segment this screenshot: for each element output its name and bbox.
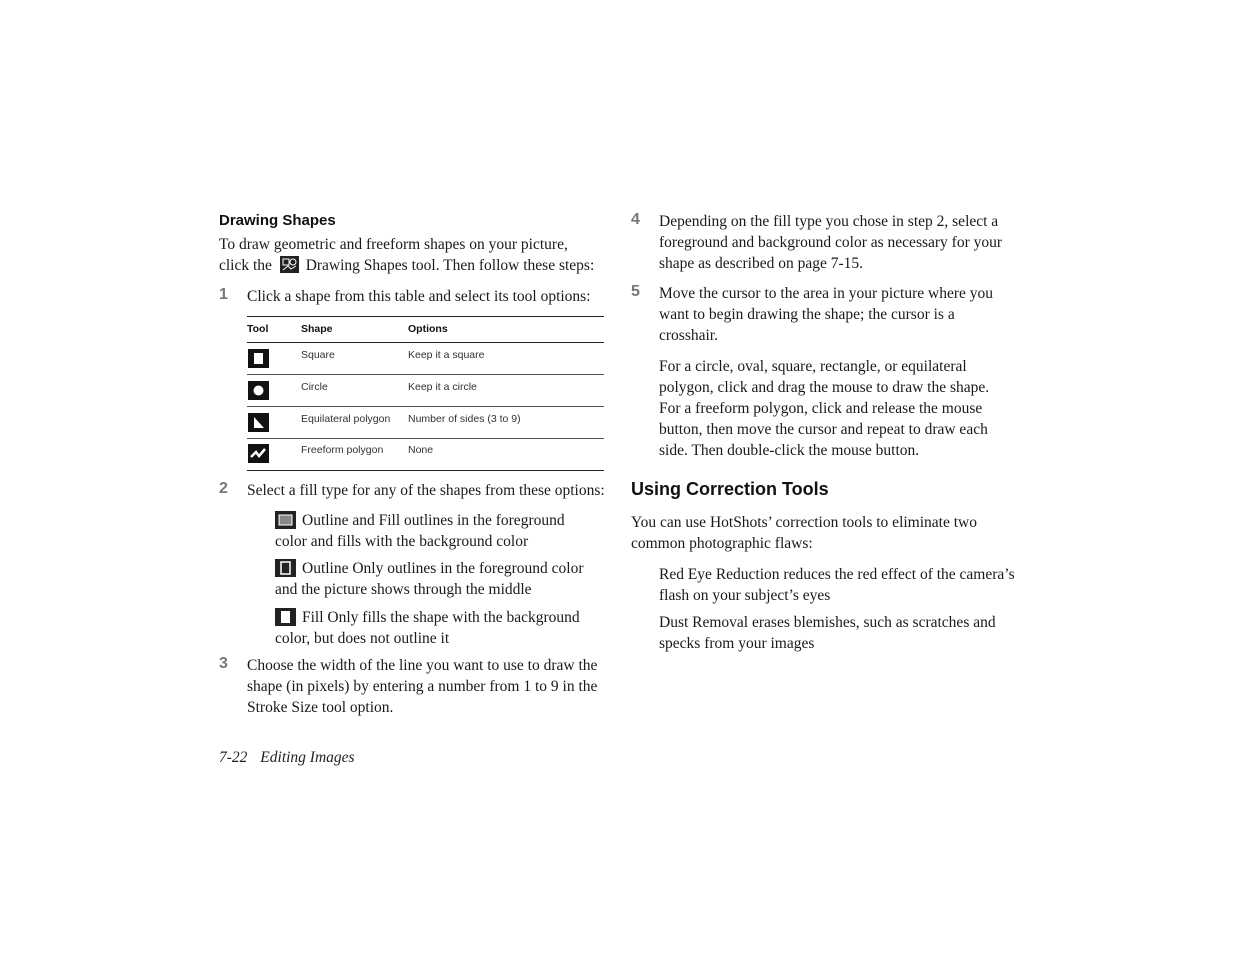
fill-option-fill-only [275,607,615,649]
outline-and-fill-icon [275,511,296,529]
step-4-text [659,211,1029,274]
table-cell-shape: Square [301,349,335,361]
table-cell-options: Number of sides (3 to 9) [408,413,521,425]
table-cell-shape: Circle [301,381,328,393]
table-cell-shape: Freeform polygon [301,444,384,456]
paragraph-line: specks from your images [659,635,815,652]
paragraph-line: Dust Removal erases blemishes, such as scratches and [659,614,996,631]
fill-option-outline-and-fill [275,510,615,552]
paragraph-line: side. Then double-click the mouse button. [659,442,920,459]
square-tool-icon [248,349,269,368]
step-1-text: Click a shape from this table and select its tool options: [247,288,591,305]
table-cell-options: Keep it a square [408,349,485,361]
outline-only-icon [275,559,296,577]
freeform-tool-icon [248,444,269,463]
table-row-rule [247,438,604,439]
fill-option-line: color, but does not outline it [275,630,450,647]
fill-option-line: color and fills with the background color [275,533,529,550]
table-top-rule [247,316,604,317]
fill-option-line [275,607,615,628]
step-5-number: 5 [631,283,640,300]
page-number: 7-22 [219,749,248,766]
step-2-number: 2 [219,480,228,497]
step-3-line: shape (in pixels) by entering a number from 1 to 9 in the [247,678,598,695]
paragraph-line: flash on your subject’s eyes [659,587,831,604]
fill-option-line [275,510,615,531]
correction-item-dust-removal [659,612,1039,654]
table-header-shape: Shape [301,323,333,335]
intro-paragraph [219,234,609,276]
fill-option-line [275,558,615,579]
table-header-tool: Tool [247,323,269,335]
intro-line-2-start: click the [219,257,272,274]
correction-item-red-eye [659,564,1039,606]
footer-section-title: Editing Images [260,749,355,766]
table-header-options: Options [408,323,448,335]
intro-line-2 [219,255,609,276]
section-heading-drawing-shapes: Drawing Shapes [219,212,336,229]
table-bottom-rule [247,470,604,471]
step-2-text: Select a fill type for any of the shapes from these options: [247,482,605,499]
fill-option-outline-only [275,558,615,600]
fill-only-icon [275,608,296,626]
step-4-line: Depending on the fill type you chose in step 2, select a [659,213,999,230]
paragraph-line: polygon, click and drag the mouse to draw the shape. [659,379,990,396]
table-cell-options: None [408,444,434,456]
page-footer [219,749,355,767]
paragraph-line: For a freeform polygon, click and release the mouse [659,400,983,417]
step-5-line: want to begin drawing the shape; the cursor is a [659,306,955,323]
step-4-line: shape as described on page 7-15. [659,255,864,272]
circle-tool-icon [248,381,269,400]
step-3-line: Choose the width of the line you want to use to draw the [247,657,598,674]
polygon-tool-icon [248,413,269,432]
step-4-line: foreground and background color as necessary for your [659,234,1003,251]
paragraph-line: button, then move the cursor and repeat to draw each [659,421,988,438]
paragraph-line: You can use HotShots’ correction tools to eliminate two [631,514,977,531]
step-5-line: Move the cursor to the area in your picture where you [659,285,993,302]
intro-line-2-end: Drawing Shapes tool. Then follow these steps: [305,257,595,274]
paragraph-line: Red Eye Reduction reduces the red effect of the camera’s [659,566,1015,583]
paragraph-line: common photographic flaws: [631,535,813,552]
fill-option-line: and the picture shows through the middle [275,581,532,598]
drawing-shapes-tool-icon [280,256,299,273]
correction-intro-paragraph [631,512,1031,554]
fill-option-label: Fill Only fills the shape with the background [302,609,580,626]
step-3-line: Stroke Size tool option. [247,699,394,716]
step-1-number: 1 [219,286,228,303]
fill-option-label: Outline and Fill outlines in the foreground [302,512,565,529]
shapes-table [247,316,604,472]
table-cell-shape: Equilateral polygon [301,413,391,425]
step-3-number: 3 [219,655,228,672]
intro-line-1: To draw geometric and freeform shapes on your picture, [219,236,568,253]
step-4-number: 4 [631,211,640,228]
section-heading-correction-tools: Using Correction Tools [631,479,829,499]
drawing-instructions-paragraph [659,356,1029,461]
step-5-text [659,283,1029,346]
table-cell-options: Keep it a circle [408,381,477,393]
fill-option-label: Outline Only outlines in the foreground color [302,560,584,577]
table-row-rule [247,374,604,375]
paragraph-line: For a circle, oval, square, rectangle, or equilateral [659,358,967,375]
table-row-rule [247,406,604,407]
step-3-text [247,655,617,718]
table-header-rule [247,342,604,343]
step-5-line: crosshair. [659,327,718,344]
